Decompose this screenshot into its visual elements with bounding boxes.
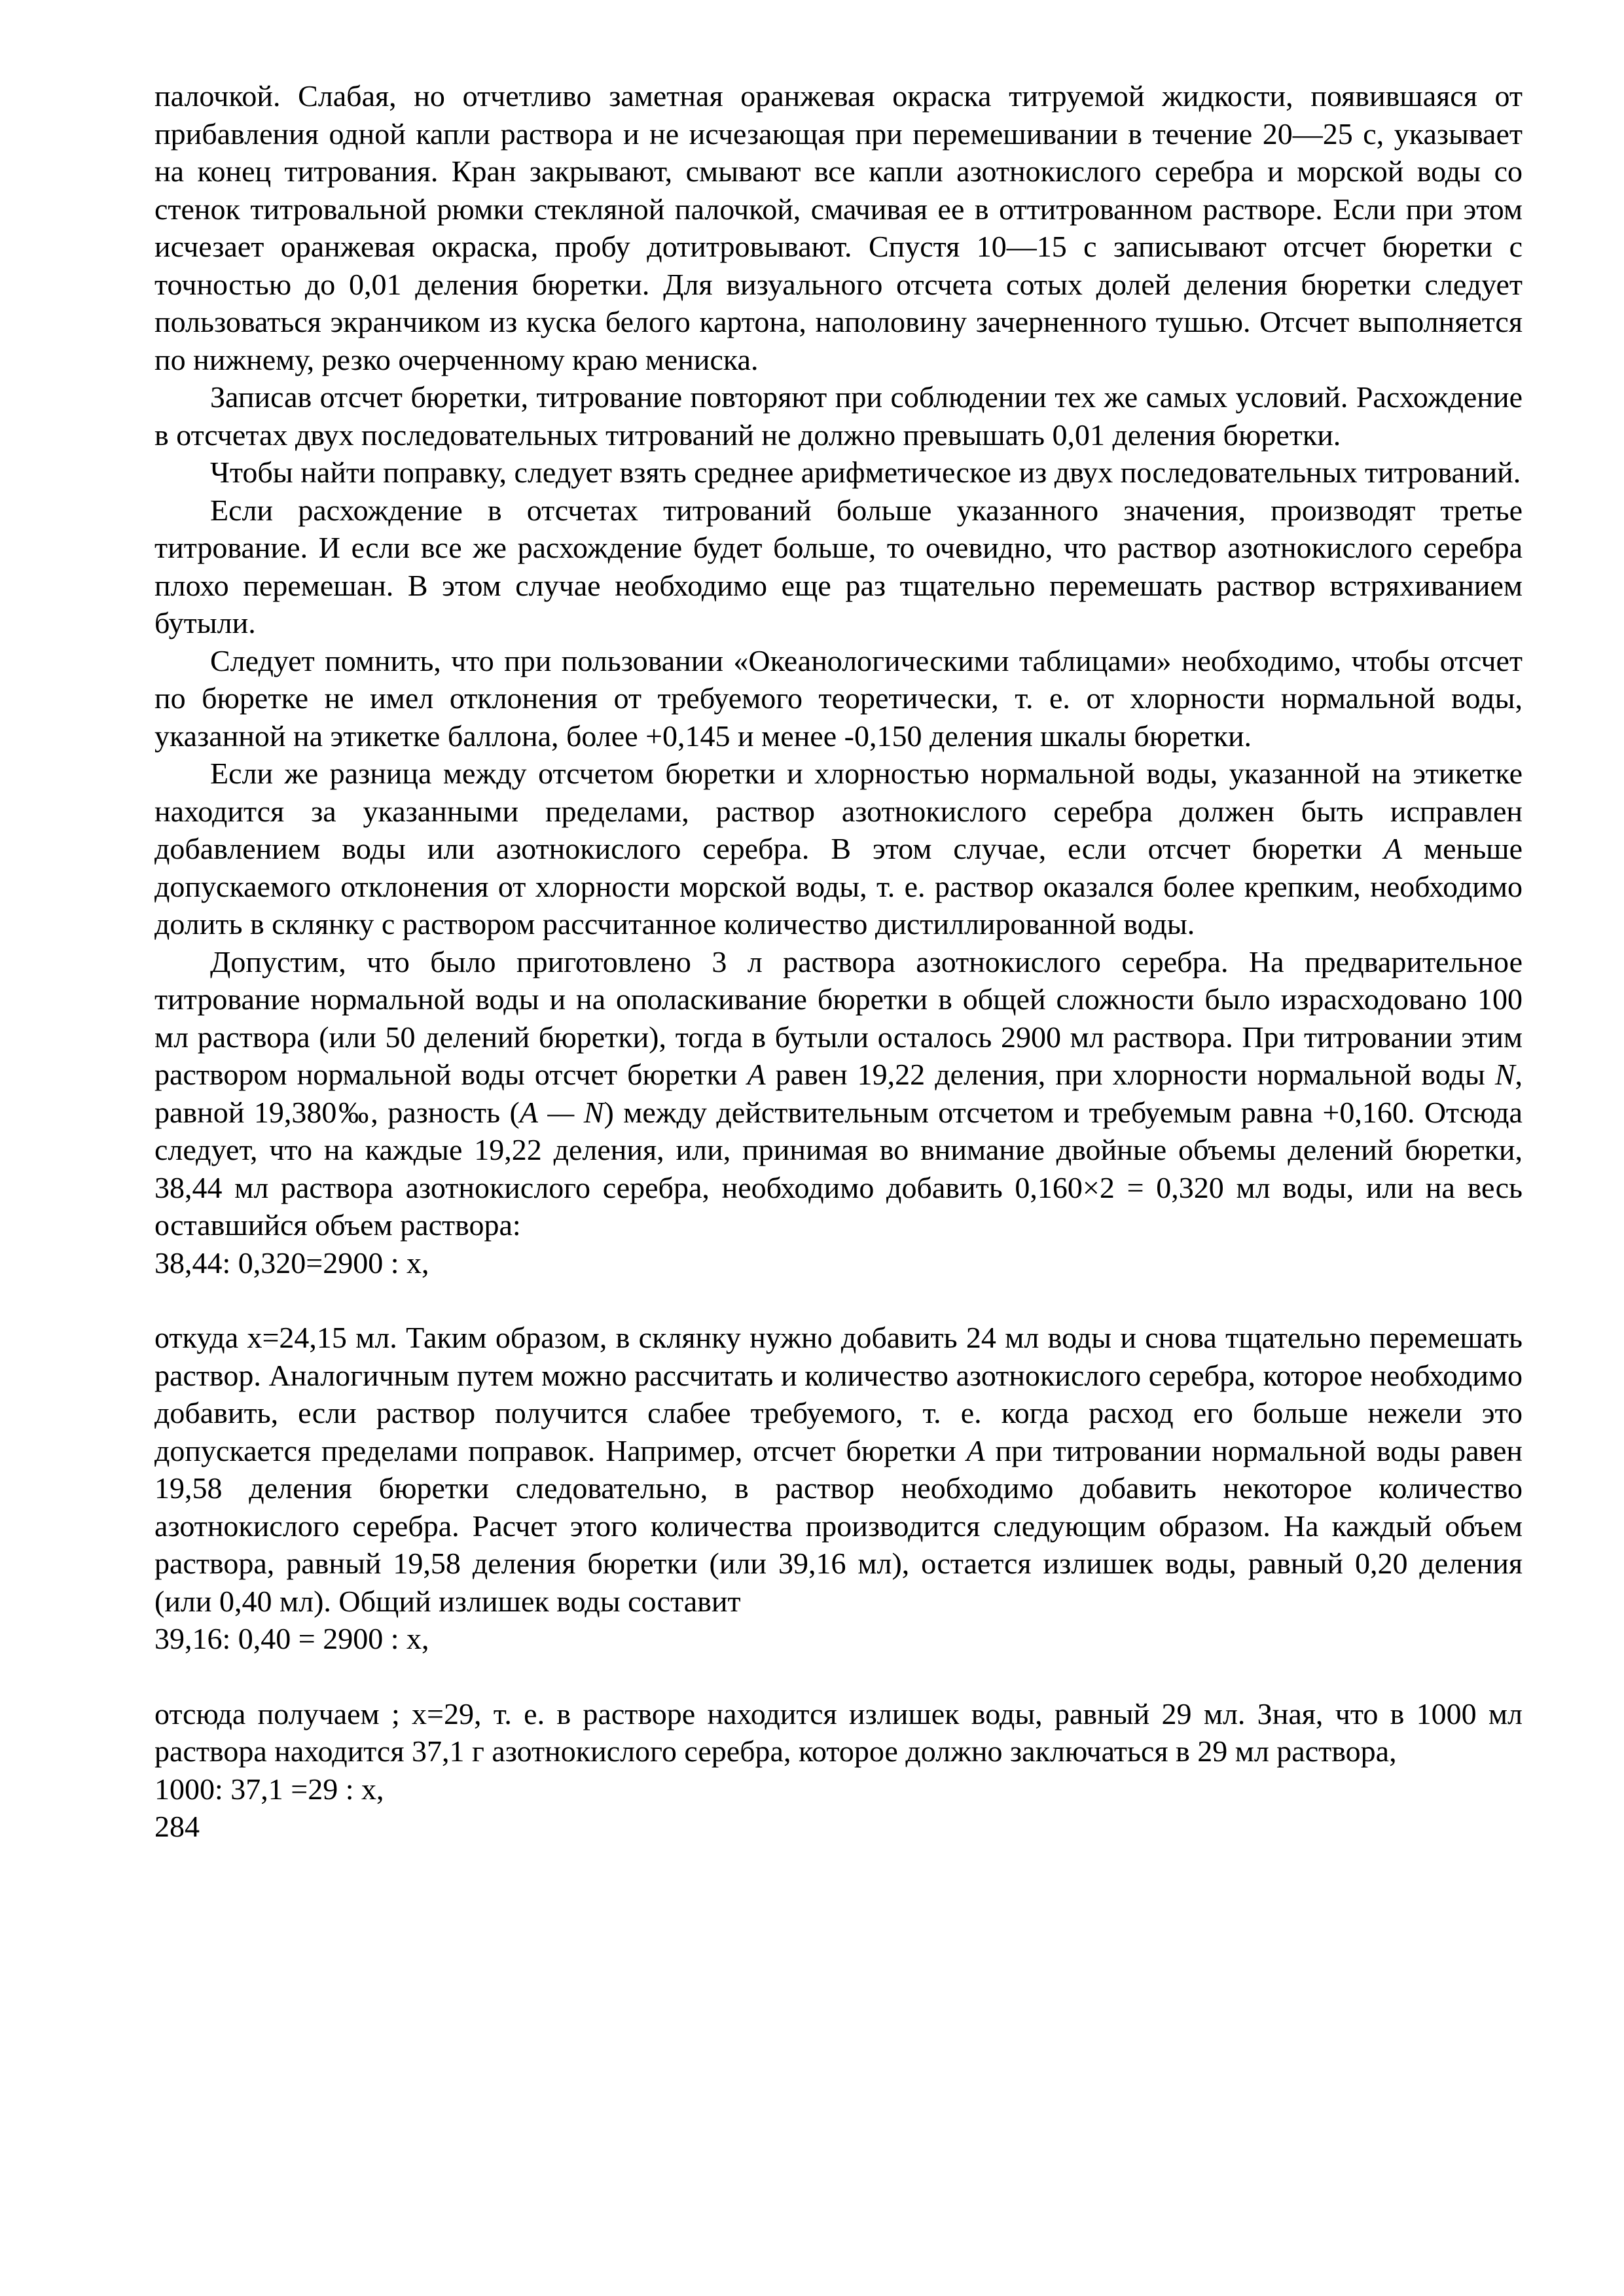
paragraph-6	[154, 755, 1523, 943]
variable-n: N	[1494, 1058, 1515, 1091]
paragraph-7-text-d: ) между действительным отсчетом и требуемым равна +0,160. Отсюда следует, что на каждые 19,22 деления, или, принимая во внимание двойные объемы делений бюретки, 38,44 мл раствора азотнокислого серебра, необходимо добавить 0,160×2 = 0,320 мл воды, или на весь оставшийся объем раствора:	[154, 1095, 1523, 1242]
document-page	[154, 77, 1523, 1846]
paragraph-7-text-c: , равной 19,380‰, разность (	[154, 1058, 1523, 1129]
paragraph-6-text-a: Если же разница между отсчетом бюретки и хлорностью нормальной воды, указанной на этикетке находится за указанными пределами, раствор азотнокислого серебра должен быть исправлен добавлением воды или азотнокислого серебра. В этом случае, если отсчет бюретки	[154, 757, 1523, 865]
paragraph-1: палочкой. Слабая, но отчетливо заметная оранжевая окраска титруемой жидкости, появившаяся от прибавления одной капли раствора и не исчезающая при перемешивании в течение 20—25 с, указывает на конец титрования. Кран закрывают, смывают все капли азотнокислого серебра и морской воды со стенок титровальной рюмки стекляной палочкой, смачивая ее в оттитрованном растворе. Если при этом исчезает оранжевая окраска, пробу дотитровывают. Спустя 10—15 с записывают отсчет бюретки с точностью до 0,01 деления бюретки. Для визуального отсчета сотых долей деления бюретки следует пользоваться экранчиком из куска белого картона, наполовину зачерненного тушью. Отсчет выполняется по нижнему, резко очерченному краю мениска.	[154, 79, 1523, 376]
paragraph-7-text-a: Допустим, что было приготовлено 3 л раствора азотнокислого серебра. На предварительное титрование нормальной воды и на ополаскивание бюретки в общей сложности было израсходовано 100 мл раствора (или 50 делений бюретки), тогда в бутыли осталось 2900 мл раствора. При титровании этим раствором нормальной воды отсчет бюретки	[154, 944, 1523, 1091]
paragraph-5: Следует помнить, что при пользовании «Океанологическими таблицами» необходимо, чтобы отсчет по бюретке не имел отклонения от требуемого теоретически, т. е. от хлорности нормальной воды, указанной на этикетке баллона, более +0,145 и менее -0,150 деления шкалы бюретки.	[154, 643, 1523, 753]
paragraph-7	[154, 943, 1523, 1244]
paragraph-6-text-b: меньше допускаемого отклонения от хлорности морской воды, т. е. раствор оказался более крепким, необходимо долить в склянку с раствором рассчитанное количество дистиллированной воды.	[154, 832, 1523, 941]
formula-2: 39,16: 0,40 = 2900 : х,	[154, 1622, 429, 1655]
paragraph-8-text-b: при титровании нормальной воды равен 19,58 деления бюретки следовательно, в раствор необходимо добавить некоторое количество азотнокислого серебра. Расчет этого количества производится следующим образом. На каждый объем раствора, равный 19,58 деления бюретки (или 39,16 мл), остается излишек воды, равный 0,20 деления (или 0,40 мл). Общий излишек воды составит	[154, 1433, 1523, 1618]
variable-a-minus-n: А — N	[519, 1095, 604, 1129]
variable-a: А	[966, 1433, 985, 1467]
variable-a: А	[1384, 832, 1403, 865]
formula-3: 1000: 37,1 =29 : х,	[154, 1772, 384, 1806]
paragraph-8	[154, 1319, 1523, 1620]
paragraph-4: Если расхождение в отсчетах титрований больше указанного значения, производят третье титрование. И если все же расхождение будет больше, то очевидно, что раствор азотнокислого серебра плохо перемешан. В этом случае необходимо еще раз тщательно перемешать раствор встряхиванием бутыли.	[154, 493, 1523, 639]
variable-a: А	[747, 1058, 766, 1091]
paragraph-8-text-a: откуда х=24,15 мл. Таким образом, в склянку нужно добавить 24 мл воды и снова тщательно перемешать раствор. Аналогичным путем можно рассчитать и количество азотнокислого серебра, которое необходимо добавить, если раствор получится слабее требуемого, т. е. когда расход его больше нежели это допускается пределами поправок. Например, отсчет бюретки	[154, 1321, 1523, 1467]
page-number: 284	[154, 1810, 200, 1843]
paragraph-7-text-b: равен 19,22 деления, при хлорности нормальной воды	[765, 1058, 1495, 1091]
paragraph-2: Записав отсчет бюретки, титрование повторяют при соблюдении тех же самых условий. Расхождение в отсчетах двух последовательных титрований не должно превышать 0,01 деления бюретки.	[154, 380, 1523, 452]
formula-1: 38,44: 0,320=2900 : х,	[154, 1246, 429, 1280]
paragraph-9: отсюда получаем ; х=29, т. е. в растворе находится излишек воды, равный 29 мл. Зная, что в 1000 мл раствора находится 37,1 г азотнокислого серебра, которое должно заключаться в 29 мл раствора,	[154, 1696, 1523, 1768]
paragraph-3: Чтобы найти поправку, следует взять среднее арифметическое из двух последовательных титрований.	[210, 456, 1521, 489]
